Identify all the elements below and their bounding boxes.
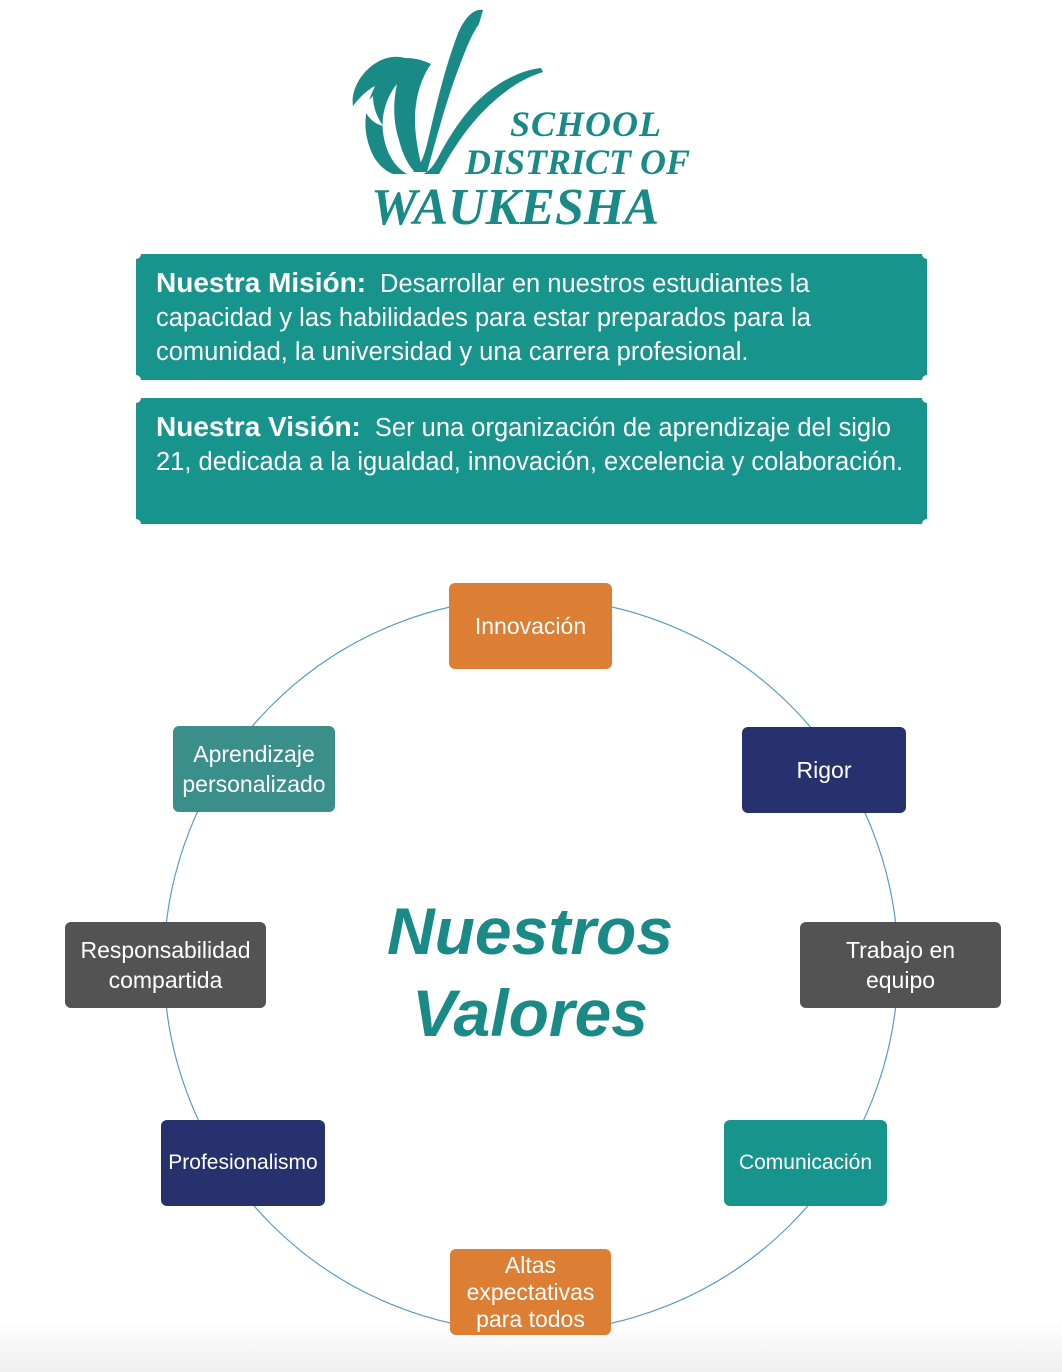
values-title — [330, 890, 730, 1054]
value-label-profesionalismo: Profesionalismo — [168, 1151, 318, 1174]
value-node-rigor — [742, 727, 906, 813]
mission-text: Desarrollar en nuestros estudiantes la capacidad y las habilidades para estar preparados para la comunidad, la universidad y una carrera profesional. — [156, 270, 811, 366]
value-node-altas-expectativas — [450, 1249, 611, 1335]
value-label-rigor: Rigor — [796, 757, 852, 783]
value-node-trabajo-en-equipo — [800, 922, 1001, 1008]
values-title-line2: Valores — [411, 976, 649, 1050]
vision-text: Ser una organización de aprendizaje del siglo 21, dedicada a la igualdad, innovación, excelencia y colaboración. — [156, 414, 904, 476]
school-district-logo — [345, 6, 725, 236]
mission-banner — [136, 254, 927, 380]
vision-label: Nuestra Visión: — [156, 411, 361, 442]
logo-school-text: SCHOOL — [510, 104, 663, 144]
value-node-profesionalismo — [161, 1120, 325, 1206]
values-title-line1: Nuestros — [386, 894, 674, 968]
value-label-responsabilidad-compartida: Responsabilidad compartida — [80, 937, 251, 993]
vision-banner — [136, 398, 927, 524]
value-label-innovacion: Innovación — [474, 613, 587, 639]
logo-waukesha-text: WAUKESHA — [371, 179, 660, 236]
mission-label: Nuestra Misión: — [156, 267, 367, 298]
value-node-responsabilidad-compartida — [65, 922, 266, 1008]
value-label-comunicacion: Comunicación — [738, 1151, 873, 1174]
value-label-trabajo-en-equipo: Trabajo en equipo — [845, 937, 956, 993]
value-node-innovacion — [449, 583, 612, 669]
logo-district-text: DISTRICT OF — [465, 142, 691, 182]
value-label-aprendizaje-personalizado: Aprendizaje personalizado — [182, 741, 326, 797]
value-label-altas-expectativas: Altas expectativas para todos — [466, 1251, 595, 1332]
values-cycle-diagram — [0, 560, 1062, 1350]
value-node-comunicacion — [724, 1120, 887, 1206]
value-node-aprendizaje-personalizado — [173, 726, 335, 812]
